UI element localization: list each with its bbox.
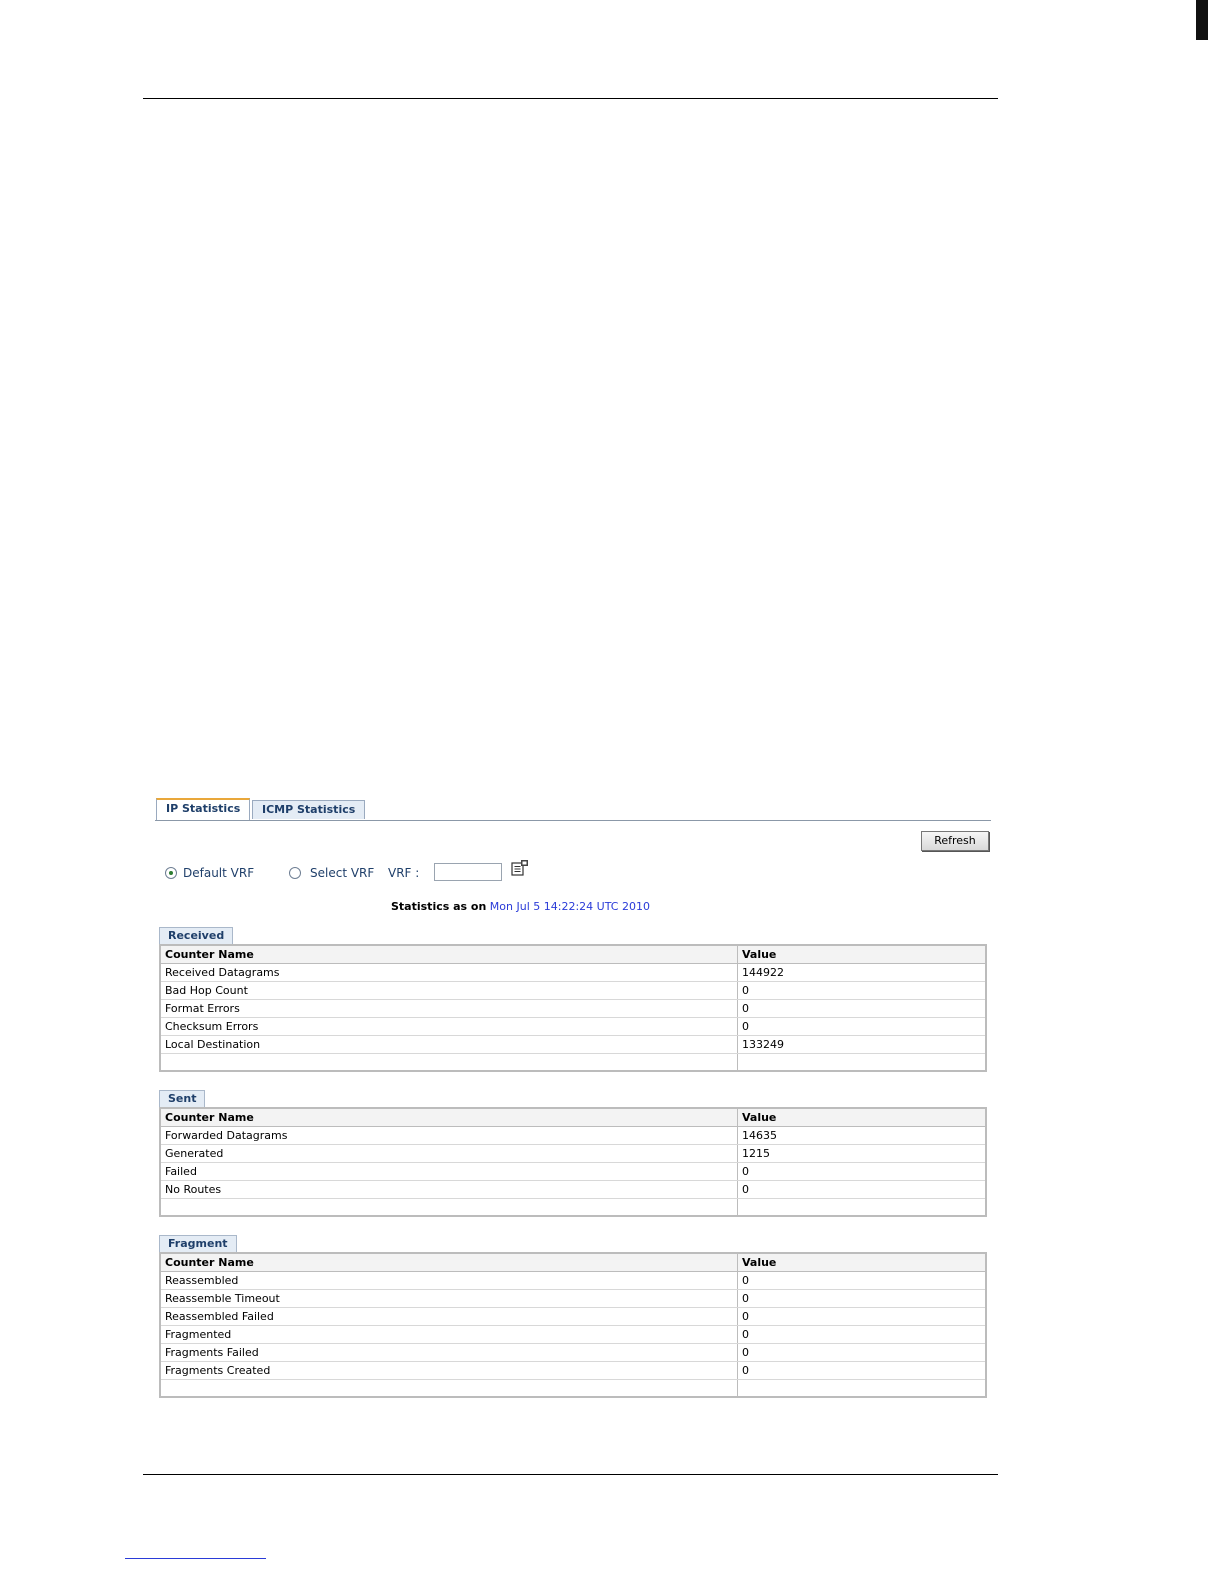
counter-name-cell: Reassembled Failed bbox=[160, 1308, 738, 1326]
page-top-rule bbox=[143, 98, 998, 99]
section-title-received: Received bbox=[159, 927, 233, 944]
counter-name-cell: Forwarded Datagrams bbox=[160, 1127, 738, 1145]
empty-cell bbox=[738, 1199, 987, 1217]
select-vrf-radio[interactable] bbox=[289, 867, 301, 879]
counter-value-cell: 0 bbox=[738, 1181, 987, 1199]
empty-cell bbox=[738, 1054, 987, 1072]
counter-name-cell: Fragments Failed bbox=[160, 1344, 738, 1362]
counter-name-cell: No Routes bbox=[160, 1181, 738, 1199]
column-header-counter-name: Counter Name bbox=[160, 945, 738, 964]
counter-value-cell: 0 bbox=[738, 1344, 987, 1362]
table-row bbox=[160, 1308, 986, 1326]
table-row bbox=[160, 1145, 986, 1163]
statistics-label: Statistics as on bbox=[391, 900, 487, 913]
table-row bbox=[160, 1362, 986, 1380]
table-row bbox=[160, 964, 986, 982]
table-row bbox=[160, 1326, 986, 1344]
counter-name-cell: Reassemble Timeout bbox=[160, 1290, 738, 1308]
empty-cell bbox=[738, 1380, 987, 1398]
refresh-button[interactable]: Refresh bbox=[921, 831, 989, 851]
counter-name-cell: Received Datagrams bbox=[160, 964, 738, 982]
counter-name-cell: Format Errors bbox=[160, 1000, 738, 1018]
table-row bbox=[160, 982, 986, 1000]
table-filler-row bbox=[160, 1380, 986, 1398]
counter-value-cell: 14635 bbox=[738, 1127, 987, 1145]
table-header-row bbox=[160, 945, 986, 964]
table-row bbox=[160, 1272, 986, 1290]
table-row bbox=[160, 1018, 986, 1036]
statistics-timestamp bbox=[391, 900, 650, 913]
counter-value-cell: 133249 bbox=[738, 1036, 987, 1054]
list-picker-icon[interactable] bbox=[510, 859, 530, 877]
counter-value-cell: 0 bbox=[738, 1018, 987, 1036]
default-vrf-label: Default VRF bbox=[183, 866, 255, 880]
counter-value-cell: 1215 bbox=[738, 1145, 987, 1163]
table-row bbox=[160, 1290, 986, 1308]
select-vrf-label: Select VRF bbox=[310, 866, 375, 880]
column-header-value: Value bbox=[738, 1253, 987, 1272]
column-header-counter-name: Counter Name bbox=[160, 1108, 738, 1127]
table-row bbox=[160, 1127, 986, 1145]
counter-value-cell: 0 bbox=[738, 1308, 987, 1326]
counter-name-cell: Failed bbox=[160, 1163, 738, 1181]
column-header-value: Value bbox=[738, 945, 987, 964]
tab-bar bbox=[155, 796, 991, 821]
vrf-field-label: VRF : bbox=[388, 866, 420, 880]
section-title-fragment: Fragment bbox=[159, 1235, 237, 1252]
counter-name-cell: Bad Hop Count bbox=[160, 982, 738, 1000]
table-filler-row bbox=[160, 1199, 986, 1217]
table-row bbox=[160, 1181, 986, 1199]
counter-value-cell: 0 bbox=[738, 1290, 987, 1308]
counter-name-cell: Generated bbox=[160, 1145, 738, 1163]
counter-value-cell: 0 bbox=[738, 1272, 987, 1290]
sent-table bbox=[159, 1107, 987, 1217]
counter-value-cell: 0 bbox=[738, 1000, 987, 1018]
table-row bbox=[160, 1344, 986, 1362]
counter-name-cell: Fragmented bbox=[160, 1326, 738, 1344]
counter-value-cell: 0 bbox=[738, 1326, 987, 1344]
tab-ip-statistics[interactable]: IP Statistics bbox=[156, 798, 250, 820]
counter-name-cell: Fragments Created bbox=[160, 1362, 738, 1380]
counter-name-cell: Local Destination bbox=[160, 1036, 738, 1054]
counter-name-cell: Reassembled bbox=[160, 1272, 738, 1290]
received-table bbox=[159, 944, 987, 1072]
counter-value-cell: 0 bbox=[738, 1362, 987, 1380]
table-row bbox=[160, 1000, 986, 1018]
table-row bbox=[160, 1036, 986, 1054]
ip-statistics-panel bbox=[155, 796, 991, 1408]
page-edge-bar bbox=[1196, 0, 1208, 40]
default-vrf-radio[interactable] bbox=[165, 867, 177, 879]
counter-value-cell: 0 bbox=[738, 1163, 987, 1181]
table-header-row bbox=[160, 1108, 986, 1127]
empty-cell bbox=[160, 1199, 738, 1217]
column-header-value: Value bbox=[738, 1108, 987, 1127]
counter-value-cell: 0 bbox=[738, 982, 987, 1000]
table-filler-row bbox=[160, 1054, 986, 1072]
tab-icmp-statistics[interactable]: ICMP Statistics bbox=[252, 800, 365, 819]
empty-cell bbox=[160, 1054, 738, 1072]
vrf-input[interactable] bbox=[434, 863, 502, 881]
column-header-counter-name: Counter Name bbox=[160, 1253, 738, 1272]
statistics-date: Mon Jul 5 14:22:24 UTC 2010 bbox=[489, 900, 650, 913]
table-row bbox=[160, 1163, 986, 1181]
empty-cell bbox=[160, 1380, 738, 1398]
table-header-row bbox=[160, 1253, 986, 1272]
counter-value-cell: 144922 bbox=[738, 964, 987, 982]
counter-name-cell: Checksum Errors bbox=[160, 1018, 738, 1036]
section-title-sent: Sent bbox=[159, 1090, 205, 1107]
fragment-table bbox=[159, 1252, 987, 1398]
page-bottom-rule bbox=[143, 1474, 998, 1475]
footer-link-underline bbox=[125, 1558, 266, 1559]
